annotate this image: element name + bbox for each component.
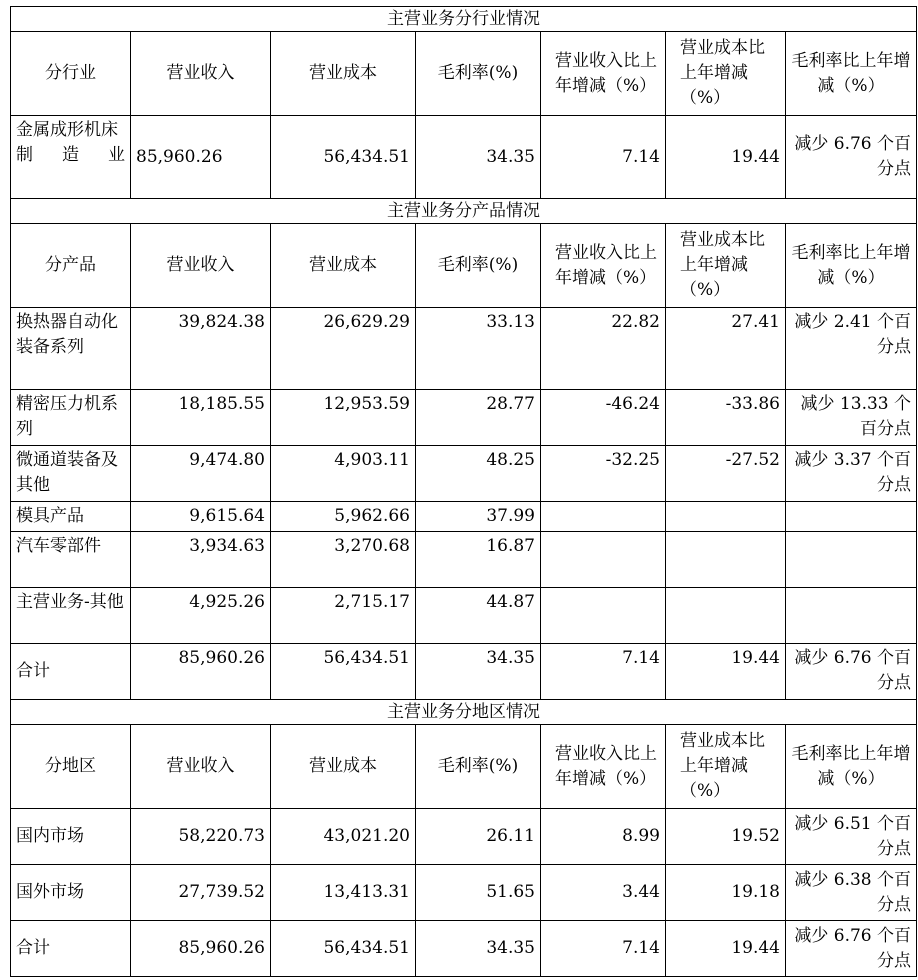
margin-change-cell [786, 502, 917, 532]
revenue-change-cell: -46.24 [541, 390, 666, 446]
margin-cell: 28.77 [416, 390, 541, 446]
revenue-change-cell: 7.14 [541, 921, 666, 977]
row-label: 精密压力机系列 [11, 390, 131, 446]
cost-cell: 56,434.51 [271, 921, 416, 977]
margin-cell: 37.99 [416, 502, 541, 532]
revenue-change-cell [541, 532, 666, 588]
column-header: 毛利率比上年增减（%） [786, 32, 917, 116]
section-title-row [11, 199, 917, 224]
revenue-change-cell: 7.14 [541, 644, 666, 700]
cost-change-cell: 27.41 [666, 308, 786, 390]
revenue-cell: 3,934.63 [131, 532, 271, 588]
revenue-change-cell [541, 502, 666, 532]
row-label: 国内市场 [11, 809, 131, 865]
column-header: 营业收入 [131, 224, 271, 308]
table-row [11, 921, 917, 977]
margin-cell: 44.87 [416, 588, 541, 644]
revenue-change-cell: -32.25 [541, 446, 666, 502]
main-business-table [10, 6, 917, 977]
column-header: 营业收入 [131, 725, 271, 809]
row-label: 汽车零部件 [11, 532, 131, 588]
cost-change-cell: 19.52 [666, 809, 786, 865]
margin-change-cell: 减少 6.76 个百分点 [786, 116, 917, 199]
column-header: 营业成本 [271, 725, 416, 809]
column-header: 毛利率(%) [416, 224, 541, 308]
row-label: 微通道装备及其他 [11, 446, 131, 502]
table-row [11, 308, 917, 390]
margin-change-cell: 减少 6.76 个百分点 [786, 921, 917, 977]
revenue-change-cell: 22.82 [541, 308, 666, 390]
revenue-cell: 9,474.80 [131, 446, 271, 502]
cost-change-cell: 19.44 [666, 644, 786, 700]
cost-change-cell: 19.44 [666, 116, 786, 199]
margin-cell: 33.13 [416, 308, 541, 390]
table-row [11, 532, 917, 588]
table-row [11, 390, 917, 446]
margin-change-cell: 减少 6.51 个百分点 [786, 809, 917, 865]
cost-cell: 12,953.59 [271, 390, 416, 446]
row-label: 国外市场 [11, 865, 131, 921]
margin-change-cell: 减少 6.38 个百分点 [786, 865, 917, 921]
column-header: 营业成本比上年增减（%） [666, 725, 786, 809]
section-title: 主营业务分行业情况 [11, 7, 917, 32]
margin-change-cell [786, 532, 917, 588]
table-row [11, 644, 917, 700]
margin-cell: 34.35 [416, 116, 541, 199]
column-header: 毛利率比上年增减（%） [786, 725, 917, 809]
revenue-cell: 18,185.55 [131, 390, 271, 446]
column-header: 营业收入比上年增减（%） [541, 725, 666, 809]
row-label: 金属成形机床制造业 [11, 116, 131, 199]
column-header: 营业收入比上年增减（%） [541, 32, 666, 116]
cost-cell: 26,629.29 [271, 308, 416, 390]
cost-change-cell: -27.52 [666, 446, 786, 502]
cost-change-cell: 19.44 [666, 921, 786, 977]
revenue-change-cell: 7.14 [541, 116, 666, 199]
cost-change-cell [666, 502, 786, 532]
row-label: 换热器自动化装备系列 [11, 308, 131, 390]
margin-change-cell: 减少 3.37 个百分点 [786, 446, 917, 502]
revenue-cell: 58,220.73 [131, 809, 271, 865]
header-row [11, 224, 917, 308]
margin-change-cell: 减少 2.41 个百分点 [786, 308, 917, 390]
table-row [11, 446, 917, 502]
cost-cell: 2,715.17 [271, 588, 416, 644]
section-title-row [11, 700, 917, 725]
revenue-cell: 9,615.64 [131, 502, 271, 532]
section-title-row [11, 7, 917, 32]
revenue-cell: 85,960.26 [131, 116, 271, 199]
column-header: 分产品 [11, 224, 131, 308]
row-label: 合计 [11, 644, 131, 700]
cost-cell: 4,903.11 [271, 446, 416, 502]
header-row [11, 32, 917, 116]
header-row [11, 725, 917, 809]
cost-cell: 56,434.51 [271, 644, 416, 700]
cost-cell: 43,021.20 [271, 809, 416, 865]
section-title: 主营业务分地区情况 [11, 700, 917, 725]
cost-cell: 56,434.51 [271, 116, 416, 199]
margin-change-cell: 减少 6.76 个百分点 [786, 644, 917, 700]
margin-cell: 26.11 [416, 809, 541, 865]
cost-cell: 3,270.68 [271, 532, 416, 588]
table-row [11, 809, 917, 865]
column-header: 营业收入 [131, 32, 271, 116]
row-label: 主营业务-其他 [11, 588, 131, 644]
revenue-cell: 4,925.26 [131, 588, 271, 644]
cost-change-cell: 19.18 [666, 865, 786, 921]
table-row [11, 865, 917, 921]
revenue-change-cell: 3.44 [541, 865, 666, 921]
revenue-cell: 39,824.38 [131, 308, 271, 390]
section-title: 主营业务分产品情况 [11, 199, 917, 224]
cost-change-cell: -33.86 [666, 390, 786, 446]
column-header: 分地区 [11, 725, 131, 809]
column-header: 营业成本比上年增减（%） [666, 224, 786, 308]
margin-cell: 51.65 [416, 865, 541, 921]
table-row [11, 116, 917, 199]
column-header: 分行业 [11, 32, 131, 116]
cost-change-cell [666, 588, 786, 644]
column-header: 毛利率(%) [416, 725, 541, 809]
cost-change-cell [666, 532, 786, 588]
row-label: 模具产品 [11, 502, 131, 532]
revenue-change-cell [541, 588, 666, 644]
margin-change-cell: 减少 13.33 个百分点 [786, 390, 917, 446]
column-header: 营业成本 [271, 224, 416, 308]
cost-cell: 13,413.31 [271, 865, 416, 921]
column-header: 营业成本 [271, 32, 416, 116]
revenue-cell: 85,960.26 [131, 921, 271, 977]
table-row [11, 502, 917, 532]
table-row [11, 588, 917, 644]
margin-cell: 34.35 [416, 644, 541, 700]
row-label: 合计 [11, 921, 131, 977]
margin-change-cell [786, 588, 917, 644]
revenue-cell: 27,739.52 [131, 865, 271, 921]
column-header: 毛利率比上年增减（%） [786, 224, 917, 308]
margin-cell: 34.35 [416, 921, 541, 977]
column-header: 营业成本比上年增减（%） [666, 32, 786, 116]
revenue-cell: 85,960.26 [131, 644, 271, 700]
cost-cell: 5,962.66 [271, 502, 416, 532]
column-header: 毛利率(%) [416, 32, 541, 116]
revenue-change-cell: 8.99 [541, 809, 666, 865]
margin-cell: 48.25 [416, 446, 541, 502]
margin-cell: 16.87 [416, 532, 541, 588]
column-header: 营业收入比上年增减（%） [541, 224, 666, 308]
